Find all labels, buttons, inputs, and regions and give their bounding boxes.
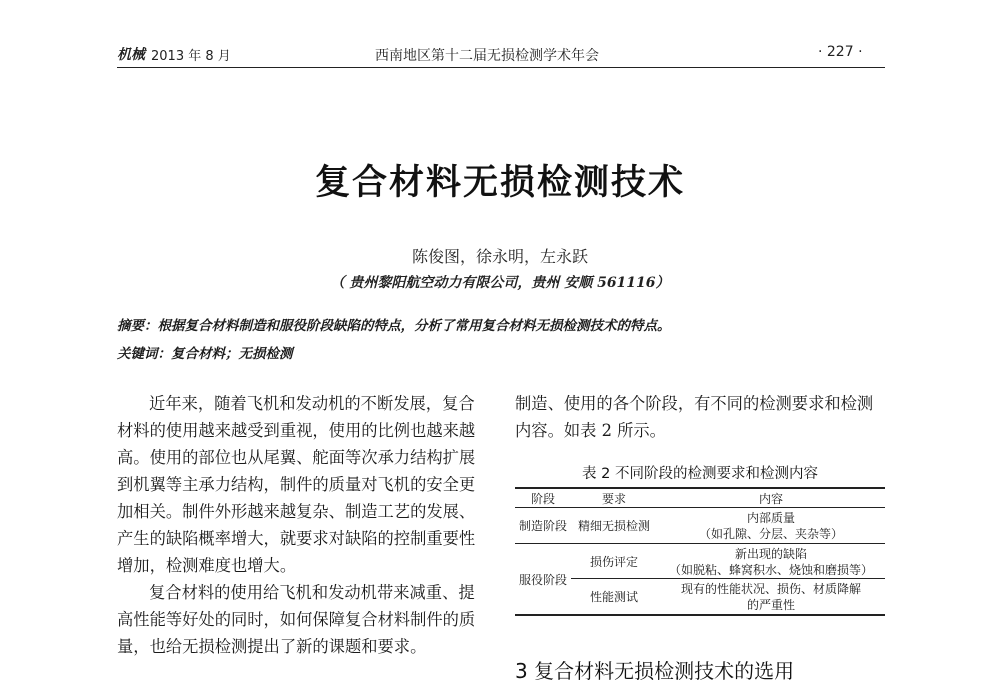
author-list: 陈俊图，徐永明，左永跃 [411,247,588,266]
affiliation: （ 贵州黎阳航空动力有限公司，贵州 安顺 561116） [330,275,670,291]
paragraph-line: 复合材料的使用给飞机和发动机带来减重、提 [149,583,475,602]
table-cell-requirement: 精细无损检测 [577,519,650,533]
table-bottom-rule [515,614,885,616]
abstract-text: 根据复合材料制造和服役阶段缺陷的特点，分析了常用复合材料无损检测技术的特点。 [157,318,671,334]
left-column [117,390,489,660]
keywords-text: 复合材料；无损检测 [171,346,293,362]
paragraph-line: 量，也给无损检测提出了新的课题和要求。 [117,637,427,656]
table-header-rule [515,507,885,508]
section-heading: 3 复合材料无损检测技术的选用 [515,659,795,683]
page-title: 复合材料无损检测技术 [314,163,685,203]
table-cell-requirement: 性能测试 [589,590,638,604]
table-cell-content: 内部质量 [746,511,795,525]
table-subrow-rule [571,578,885,579]
table-cell-content: （如孔隙、分层、夹杂等） [698,527,843,541]
table-header-requirement: 要求 [601,492,626,506]
table-cell-content: 现有的性能状况、损伤、材质降解 [680,582,861,596]
paragraph-line: 高。使用的部位也从尾翼、舵面等次承力结构扩展 [117,448,476,467]
paragraph-line: 产生的缺陷概率增大，就要求对缺陷的控制重要性 [117,529,476,548]
header-rule [117,67,885,68]
conference-name: 西南地区第十二届无损检测学术年会 [375,48,599,64]
paragraph-line: 增加，检测难度也增大。 [117,556,297,575]
issue-date: 2013 年 8 月 [151,49,231,64]
keywords-label: 关键词： [117,346,171,362]
table-cell-stage: 服役阶段 [518,573,567,587]
keywords [117,342,293,362]
paragraph-line: 加相关。制件外形越来越复杂、制造工艺的发展、 [117,502,476,521]
abstract [117,314,671,334]
right-column-intro [515,390,887,444]
paragraph-line: 高性能等好处的同时，如何保障复合材料制件的质 [117,610,476,629]
journal-name: 机械 [117,47,145,63]
page-number: · 227 · [818,44,863,60]
paragraph-line: 材料的使用越来越受到重视，使用的比例也越来越 [117,421,476,440]
table-cell-requirement: 损伤评定 [589,555,638,569]
table-caption: 表 2 不同阶段的检测要求和检测内容 [582,466,818,482]
table-header-content: 内容 [758,492,783,506]
table-cell-content: （如脱粘、蜂窝积水、烧蚀和磨损等） [668,563,873,577]
table-cell-content: 新出现的缺陷 [734,547,807,561]
abstract-label: 摘要： [117,318,158,334]
paragraph-line: 制造、使用的各个阶段，有不同的检测要求和检测 [515,394,874,413]
table-cell-stage: 制造阶段 [518,519,567,533]
table-header-stage: 阶段 [530,492,555,506]
paragraph-line: 近年来，随着飞机和发动机的不断发展，复合 [149,394,475,413]
paragraph-line: 内容。如表 2 所示。 [515,421,666,440]
paragraph-line: 到机翼等主承力结构，制件的质量对飞机的安全更 [117,475,476,494]
table-top-rule [515,487,885,489]
table-row-rule [515,543,885,544]
table-cell-content: 的严重性 [746,598,795,612]
